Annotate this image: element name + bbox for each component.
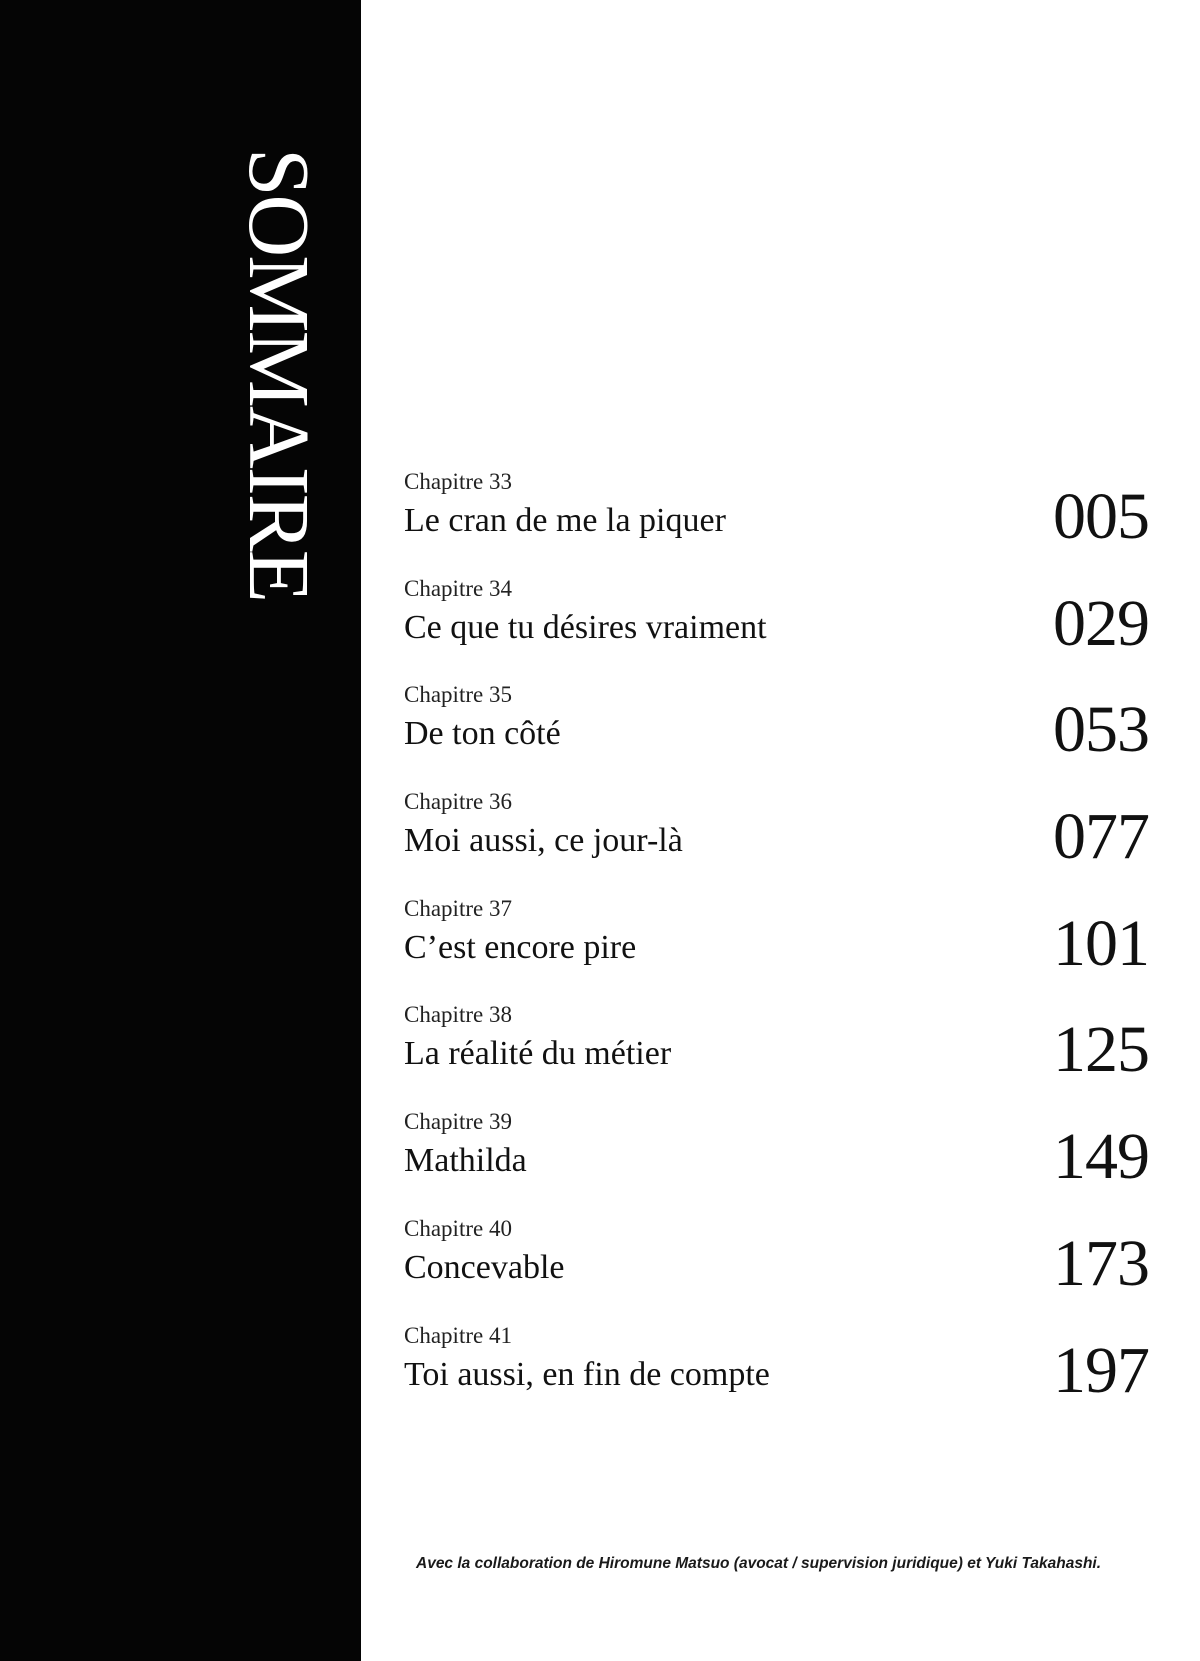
chapter-page-number: 029 [1053,586,1149,660]
chapter-title: Mathilda [404,1142,527,1180]
chapter-title: De ton côté [404,715,561,753]
chapter-entry-41[interactable] [404,1324,1149,1431]
chapter-number: Chapitre 41 [404,1322,512,1348]
chapter-page-number: 005 [1053,480,1149,553]
chapter-title: Toi aussi, en fin de compte [404,1355,770,1393]
chapter-page-number: 101 [1053,906,1149,980]
chapter-title: Concevable [404,1248,565,1286]
chapter-entry-36[interactable] [404,790,1149,897]
chapter-title: Ce que tu désires vraiment [404,608,767,646]
chapter-number: Chapitre 40 [404,1215,512,1241]
chapter-entry-35[interactable] [404,683,1149,790]
collaboration-credit: Avec la collaboration de Hiromune Matsuo (avocat / supervision juridique) et Yuki Takahashi. [416,1555,1102,1572]
chapter-number: Chapitre 35 [404,682,512,708]
chapter-entry-37[interactable] [404,897,1149,1004]
chapter-number: Chapitre 33 [404,469,512,494]
chapter-entry-39[interactable] [404,1110,1149,1217]
chapter-page-number: 197 [1053,1333,1149,1407]
chapter-number: Chapitre 34 [404,575,512,601]
chapter-list [404,470,1149,1430]
page-title: SOMMAIRE [231,148,328,601]
chapter-entry-33[interactable] [404,470,1149,577]
chapter-page-number: 125 [1053,1013,1149,1087]
chapter-page-number: 149 [1053,1120,1149,1194]
chapter-title: C’est encore pire [404,928,637,966]
chapter-title: La réalité du métier [404,1035,672,1073]
chapter-page-number: 077 [1053,800,1149,874]
chapter-number: Chapitre 38 [404,1002,512,1028]
chapter-page-number: 173 [1053,1226,1149,1300]
chapter-entry-38[interactable] [404,1003,1149,1110]
chapter-title: Moi aussi, ce jour-là [404,822,683,860]
chapter-page-number: 053 [1053,693,1149,767]
chapter-number: Chapitre 37 [404,895,512,921]
chapter-number: Chapitre 36 [404,789,512,815]
chapter-title: Le cran de me la piquer [404,502,726,539]
chapter-entry-40[interactable] [404,1217,1149,1324]
chapter-entry-34[interactable] [404,577,1149,684]
chapter-number: Chapitre 39 [404,1109,512,1135]
